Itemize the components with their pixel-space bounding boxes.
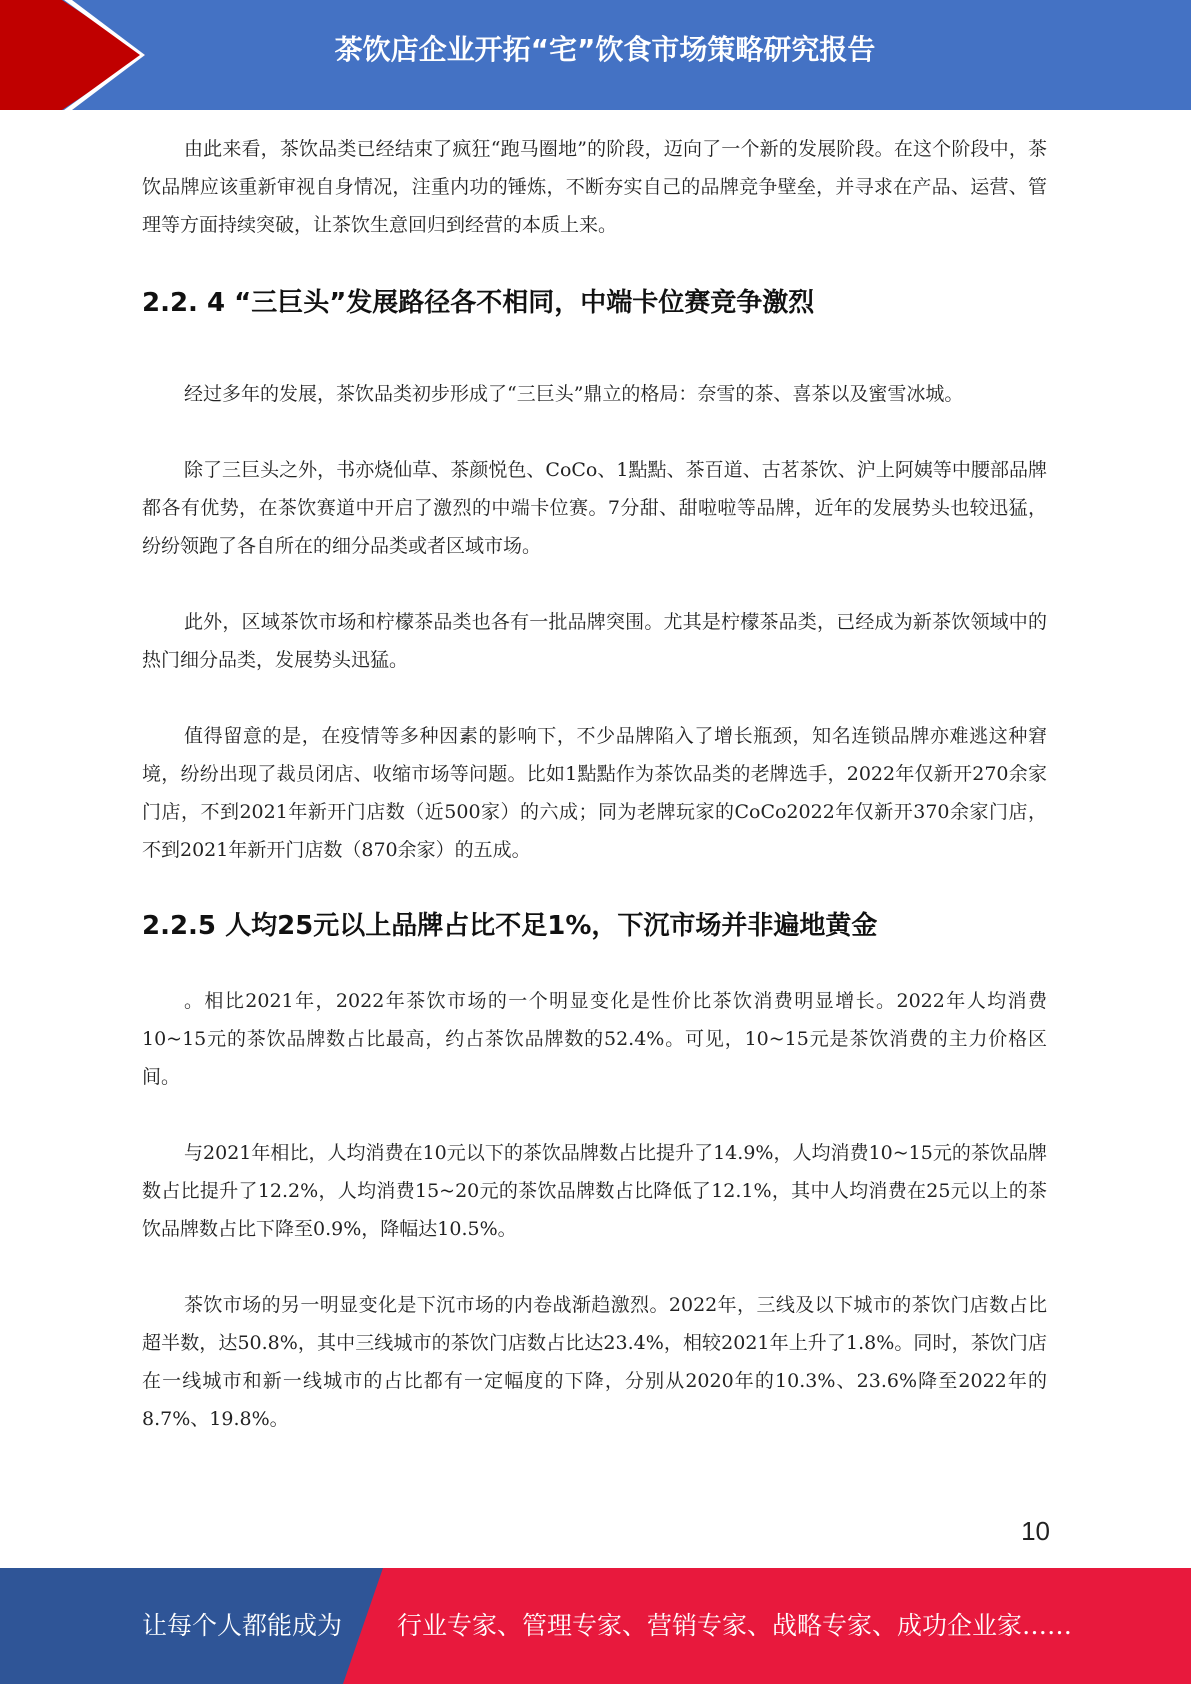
page-footer — [0, 1568, 1191, 1684]
paragraph-growth-bottleneck: 值得留意的是，在疫情等多种因素的影响下，不少品牌陷入了增长瓶颈，知名连锁品牌亦难逃这种窘境，纷纷出现了裁员闭店、收缩市场等问题。比如1點點作为茶饮品类的老牌选手，2022年仅新开270余家门店，不到2021年新开门店数（近500家）的六成；同为老牌玩家的CoCo2022年仅新开370余家门店，不到2021年新开门店数（870余家）的五成。 — [142, 725, 1047, 861]
footer-slogan-left: 让每个人都能成为 — [142, 1611, 343, 1640]
footer-slogan-right: 行业专家、管理专家、营销专家、战略专家、成功企业家…… — [397, 1611, 1073, 1640]
page-header — [0, 0, 1191, 110]
paragraph-intro: 由此来看，茶饮品类已经结束了疯狂“跑马圈地”的阶段，迈向了一个新的发展阶段。在这个阶段中，茶饮品牌应该重新审视自身情况，注重内功的锤炼，不断夯实自己的品牌竞争壁垒，并寻求在产品、运营、管理等方面持续突破，让茶饮生意回归到经营的本质上来。 — [142, 138, 1047, 236]
paragraph-regional-lemon-tea: 此外，区域茶饮市场和柠檬茶品类也各有一批品牌突围。尤其是柠檬茶品类，已经成为新茶饮领域中的热门细分品类，发展势头迅猛。 — [142, 611, 1047, 671]
paragraph-three-giants: 经过多年的发展，茶饮品类初步形成了“三巨头”鼎立的格局：奈雪的茶、喜茶以及蜜雪冰城。 — [184, 383, 964, 405]
paragraph-lower-tier-markets: 茶饮市场的另一明显变化是下沉市场的内卷战渐趋激烈。2022年，三线及以下城市的茶饮门店数占比超半数，达50.8%，其中三线城市的茶饮门店数占比达23.4%，相较2021年上升了1.8%。同时，茶饮门店在一线城市和新一线城市的占比都有一定幅度的下降，分别从2020年的10.3%、23.6%降至2022年的8.7%、19.8%。 — [142, 1294, 1047, 1430]
paragraph-price-shift: 与2021年相比，人均消费在10元以下的茶饮品牌数占比提升了14.9%，人均消费10~15元的茶饮品牌数占比提升了12.2%，人均消费15~20元的茶饮品牌数占比降低了12.1%，其中人均消费在25元以上的茶饮品牌数占比下降至0.9%，降幅达10.5%。 — [142, 1142, 1047, 1240]
section-heading-2-2-4: 2.2. 4 “三巨头”发展路径各不相同，中端卡位赛竞争激烈 — [142, 288, 815, 318]
report-title: 茶饮店企业开拓“宅”饮食市场策略研究报告 — [334, 33, 876, 66]
main-content — [142, 130, 1047, 1438]
paragraph-mid-tier-brands: 除了三巨头之外，书亦烧仙草、茶颜悦色、CoCo、1點點、茶百道、古茗茶饮、沪上阿姨等中腰部品牌都各有优势，在茶饮赛道中开启了激烈的中端卡位赛。7分甜、甜啦啦等品牌，近年的发展势头也较迅猛，纷纷领跑了各自所在的细分品类或者区域市场。 — [142, 459, 1047, 557]
section-heading-2-2-5: 2.2.5 人均25元以上品牌占比不足1%，下沉市场并非遍地黄金 — [142, 911, 878, 941]
page-number: 10 — [1021, 1516, 1050, 1546]
paragraph-price-range: 。相比2021年，2022年茶饮市场的一个明显变化是性价比茶饮消费明显增长。2022年人均消费10~15元的茶饮品牌数占比最高，约占茶饮品牌数的52.4%。可见，10~15元是茶饮消费的主力价格区间。 — [142, 990, 1047, 1088]
